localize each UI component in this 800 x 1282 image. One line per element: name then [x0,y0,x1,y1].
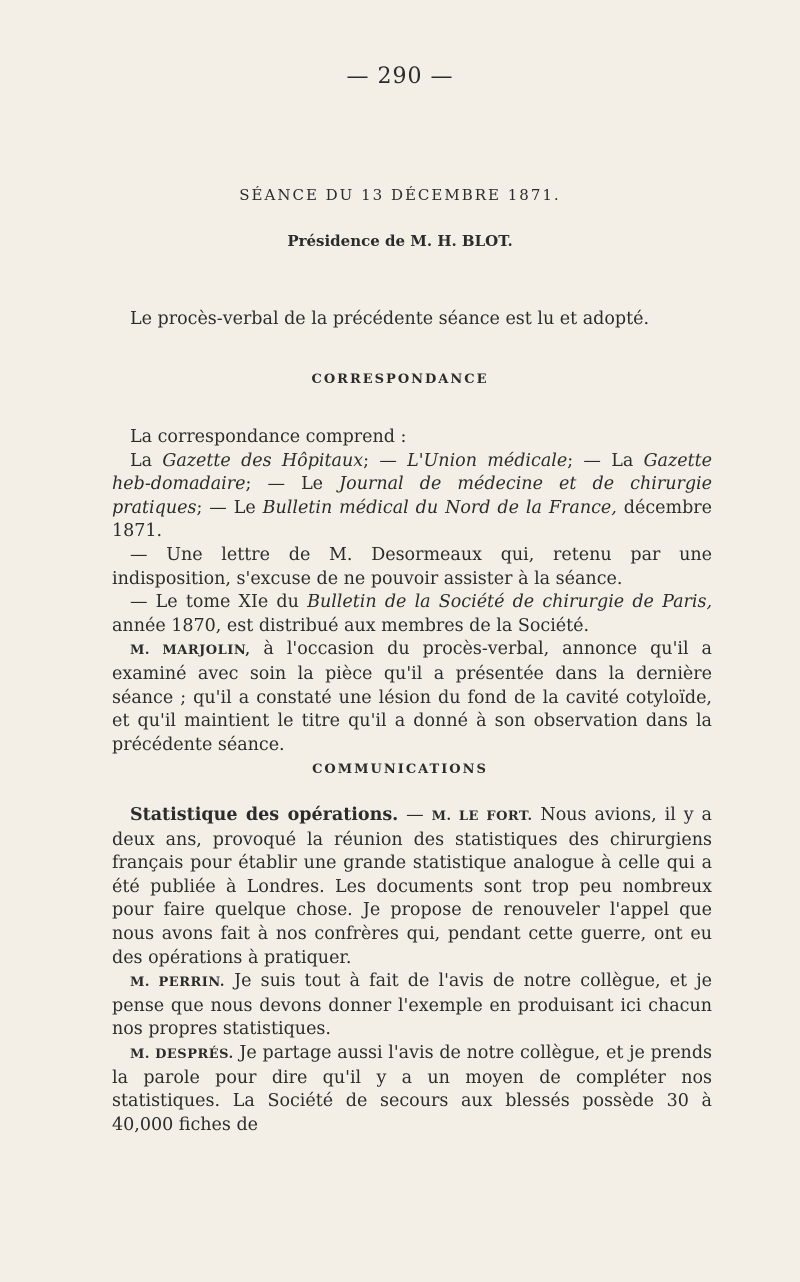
speaker-name: M. MARJOLIN, [130,643,251,659]
presidence-line: Présidence de M. H. BLOT. [287,232,513,250]
text-run: ; — La [567,450,644,471]
correspondance-heading: CORRESPONDANCE [311,372,489,387]
text-run: Je suis tout à fait de l'avis de notre collègue, et je pense que nous devons donner l'exemple en produisant ici chacun nos propres statistiques. [112,971,712,1040]
lefort-paragraph [112,804,712,970]
correspondance-intro: La correspondance comprend : [130,427,407,447]
text-run: ; — Le [245,474,340,495]
text-run: ; — Le [196,497,263,518]
text-run: Nous avions, il y a deux ans, provoqué la réunion des statistiques des chirurgiens français pour établir une grande statistique analogue à celle qui a été publiée à Londres. Les documents sont trop peu nombreux pour faire quelque chose. Je propose de renouveler l'appel que nous avons fait à nos confrères qui, pendant cette guerre, ont eu des opérations à pratiquer. [112,805,712,968]
correspondance-lettre: — Une lettre de M. Desormeaux qui, retenu par une indisposition, s'excuse de ne pouvoir assister à la séance. [112,544,712,589]
speaker-name: M. DESPRÉS. [130,1046,234,1062]
bulletin-title: Bulletin de la Société de chirurgie de Paris, [307,592,713,613]
speaker-name: M. LE FORT. [431,809,533,824]
correspondance-journals [112,450,712,544]
text-run: Je partage aussi l'avis de notre collègue, et je prends la parole pour dire qu'il y a un moyen de compléter nos statistiques. La Société de secours aux blessés possède 30 à 40,000 fiches de [112,1042,713,1135]
despres-paragraph [112,1042,712,1137]
communications-block [112,804,712,1137]
text-run: année 1870, est distribué aux membres de la Société. [112,615,590,636]
text-run: — [398,805,432,825]
text-run: ; — [363,450,408,471]
seance-title: SÉANCE DU 13 DÉCEMBRE 1871. [239,186,561,204]
text-run: décembre 1871. [112,497,712,542]
text-run: à l'occasion du procès-verbal, annonce qu'il a examiné avec soin la pièce qu'il a présentée dans la dernière séance ; qu'il a constaté une lésion du fond de la cavité cotyloïde, et qu'il maintient le titre qu'il a donné à son observation dans la précédente séance. [112,639,712,755]
correspondance-tome [112,591,712,638]
text-run: — Le tome XIe du [130,592,308,613]
marjolin-paragraph [112,638,712,757]
communications-heading: COMMUNICATIONS [312,762,488,777]
perrin-paragraph [112,970,712,1042]
journal-title: Journal de médecine et de chirurgie pratiques [112,474,713,518]
journal-title: Gazette heb-domadaire [112,450,712,495]
text-run: La [130,450,163,471]
communication-title: Statistique des opérations. [130,805,399,825]
speaker-name: M. PERRIN. [130,975,225,991]
journal-title: Bulletin médical du Nord de la France, [262,497,617,518]
proces-verbal-text: Le procès-verbal de la précédente séance est lu et adopté. [130,309,650,329]
journal-title: Gazette des Hôpitaux [162,450,364,471]
journal-title: L'Union médicale [407,450,568,471]
correspondance-block [112,426,712,757]
proces-verbal-block [112,308,712,332]
page-number: — 290 — [346,64,454,89]
